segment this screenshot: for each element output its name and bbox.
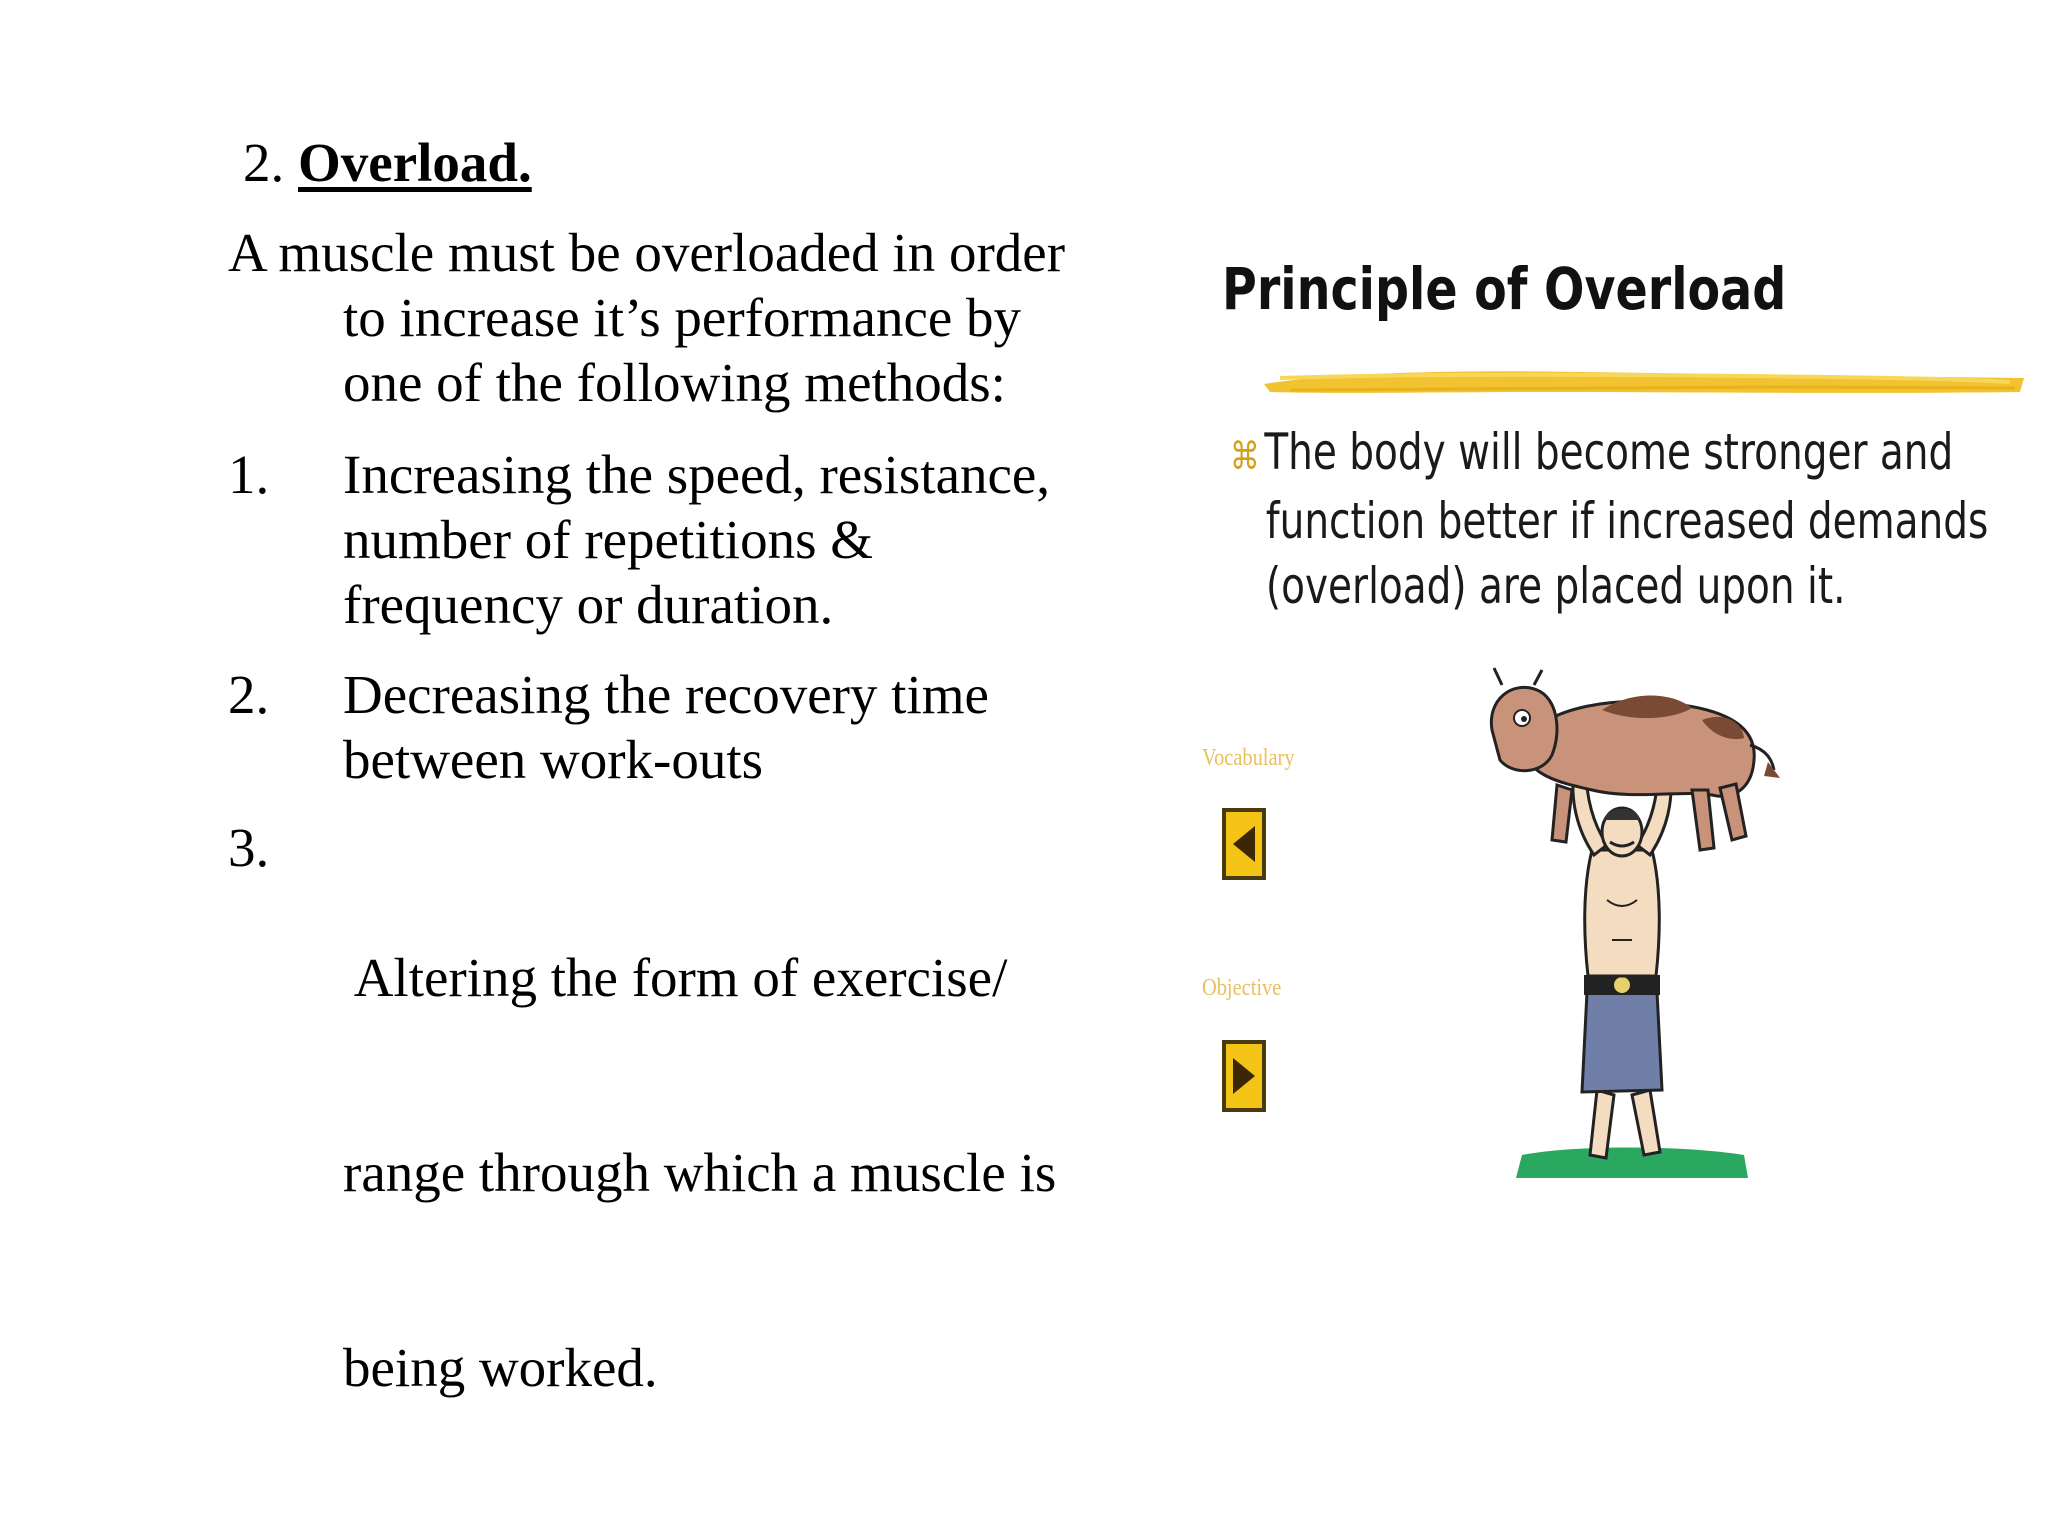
method-line: between work-outs — [343, 729, 764, 790]
brush-stroke-decoration — [1260, 362, 2028, 402]
intro-paragraph — [228, 220, 1148, 415]
bullet-line: (overload) are placed upon it. — [1265, 557, 1846, 615]
heading-number: 2. — [243, 132, 285, 193]
intro-line: to increase it’s performance by — [343, 287, 1022, 348]
embedded-bullet — [1230, 420, 1988, 619]
bullet-line: function better if increased demands — [1265, 492, 1989, 550]
vocabulary-label: Vocabulary — [1202, 745, 1295, 771]
intro-line: A muscle must be overloaded in order — [228, 222, 1066, 283]
method-line: being worked. — [343, 1337, 658, 1398]
right-arrow-icon — [1233, 1058, 1255, 1094]
strongman-cow-illustration — [1482, 650, 1782, 1190]
embedded-title: Principle of Overload — [1222, 255, 1787, 323]
bullet-icon: ⌘ — [1230, 434, 1260, 478]
method-number: 1. — [228, 444, 270, 505]
method-line: Increasing the speed, resistance, — [343, 444, 1051, 505]
method-line: frequency or duration. — [343, 574, 834, 635]
method-line: range through which a muscle is — [343, 1142, 1057, 1203]
method-number: 3. — [228, 817, 270, 878]
left-arrow-icon — [1233, 826, 1255, 862]
back-button — [1222, 808, 1266, 880]
objective-label: Objective — [1202, 975, 1282, 1001]
method-line: Decreasing the recovery time — [343, 664, 989, 725]
bullet-line: The body will become stronger and — [1264, 423, 1954, 481]
method-line: Altering the form of exercise/ — [343, 947, 1008, 1008]
heading-title: Overload. — [298, 132, 532, 193]
intro-line: one of the following methods: — [343, 352, 1006, 413]
forward-button — [1222, 1040, 1266, 1112]
method-line: number of repetitions & — [343, 509, 874, 570]
method-number: 2. — [228, 664, 270, 725]
embedded-slide-image — [1190, 240, 2030, 1200]
section-heading — [243, 130, 532, 196]
